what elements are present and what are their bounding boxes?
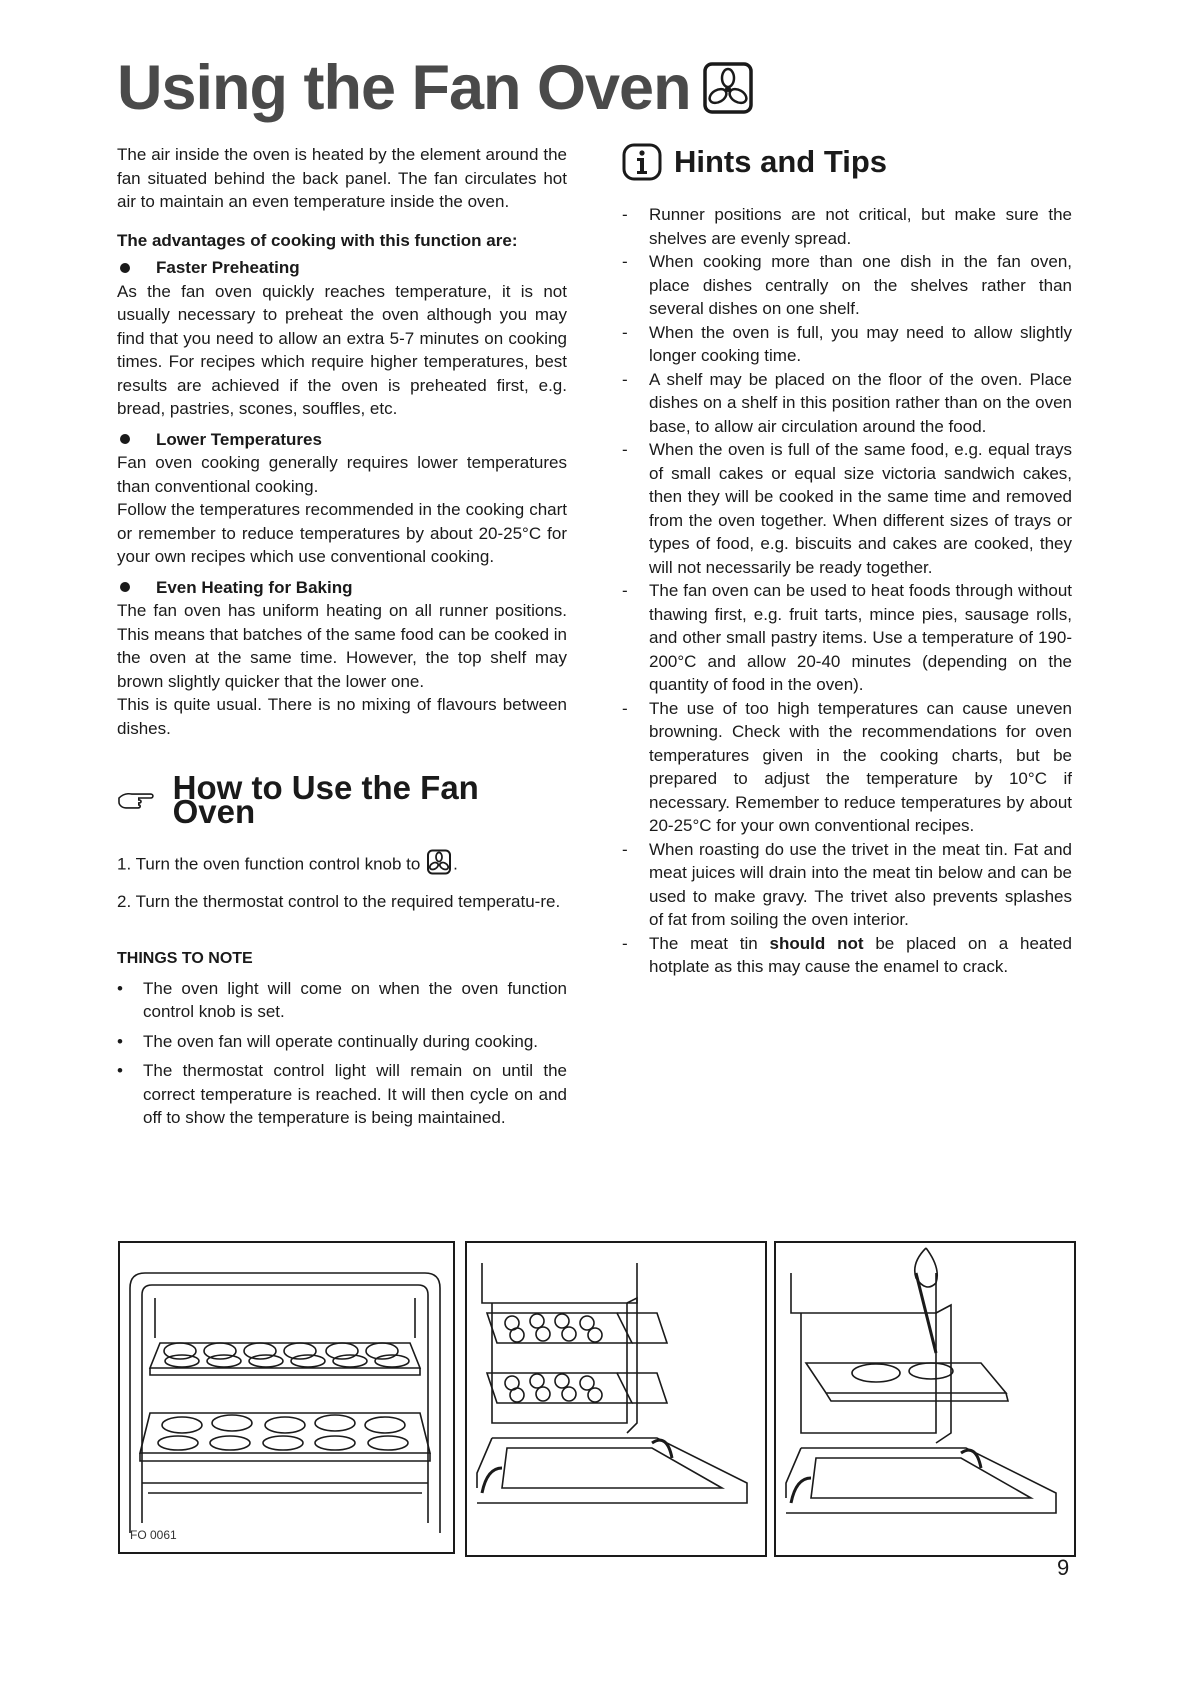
bullet-icon bbox=[120, 263, 130, 273]
advantage-text: As the fan oven quickly reaches temperature, it is not usually necessary to preheat the oven although you may find that you need to allow an extra 5-7 minutes on cooking times. For recipes which require higher temperatures, best results are achieved if the oven is preheated first, e.g. bread, pastries, scones, souffles, etc. bbox=[117, 281, 567, 418]
note-item: • The oven light will come on when the oven function control knob is set. bbox=[117, 978, 567, 1021]
hint-item: - A shelf may be placed on the floor of the oven. Place dishes on a shelf in this position rather than on the oven base, to allow air circulation around the food. bbox=[622, 369, 1072, 436]
lower-tray-biscuits bbox=[158, 1415, 408, 1450]
right-column bbox=[622, 143, 1072, 979]
page-title bbox=[117, 52, 753, 124]
hints-heading bbox=[622, 143, 1072, 181]
roast-meat bbox=[852, 1364, 900, 1382]
step-1-end: . bbox=[453, 854, 458, 874]
bullet-icon bbox=[120, 582, 130, 592]
advantage-title: Faster Preheating bbox=[156, 258, 300, 277]
advantage-lower-temperatures bbox=[117, 428, 567, 569]
advantage-title: Lower Temperatures bbox=[156, 429, 322, 449]
left-column bbox=[117, 143, 567, 1130]
step-1-text: 1. Turn the oven function control knob to bbox=[117, 854, 426, 874]
hint-item: - When the oven is full of the same food, e.g. equal trays of small cakes or equal size victoria sandwich cakes, then they will be cooked in the same time and removed from the oven together. When different sizes of trays or types of food, e.g. biscuits and cakes are cooked, they will not necessarily be ready together. bbox=[622, 440, 1072, 577]
things-to-note-heading: THINGS TO NOTE bbox=[117, 950, 253, 967]
advantage-title: Even Heating for Baking bbox=[156, 577, 353, 597]
advantage-faster-preheating bbox=[117, 256, 567, 421]
hint-item: - The use of too high temperatures can cause uneven browning. Check with the recommendations for oven temperatures given in the cooking charts, but be prepared to adjust the temperature by 10°C if necessary. Remember to reduce temperatures by about 20-25°C for your own conventional recipes. bbox=[622, 698, 1072, 835]
hint-item: - Runner positions are not critical, but make sure the shelves are evenly spread. bbox=[622, 205, 1072, 248]
illustration-baking-trays bbox=[465, 1241, 767, 1557]
info-icon bbox=[622, 143, 662, 181]
upper-tray-cakes bbox=[164, 1343, 409, 1367]
pointing-hand-icon bbox=[117, 788, 157, 812]
hint-item: - When the oven is full, you may need to allow slightly longer cooking time. bbox=[622, 322, 1072, 365]
hint-item: - When roasting do use the trivet in the meat tin. Fat and meat juices will drain into the meat tin below and can be used to make gravy. The trivet also prevents splashes of fat from soiling the oven interior. bbox=[622, 839, 1072, 929]
hint-item: - The fan oven can be used to heat foods through without thawing first, e.g. fruit tarts, mince pies, sausage rolls, and other small pastry items. Use a temperature of 190-200°C and allow 20-40 minutes (depending on the quantity of food in the oven). bbox=[622, 581, 1072, 694]
advantages-heading: The advantages of cooking with this function are: bbox=[117, 230, 518, 250]
step-1 bbox=[117, 849, 567, 882]
hint-item: - The meat tin should not be placed on a heated hotplate as this may cause the enamel to crack. bbox=[622, 933, 1073, 976]
advantage-text: The fan oven has uniform heating on all runner positions. This means that batches of the same food can be cooked in the oven at the same time. However, the top shelf may brown slightly quicker that the lower one. bbox=[117, 601, 567, 691]
meat-tin bbox=[806, 1363, 1006, 1393]
bullet-icon bbox=[120, 434, 130, 444]
advantage-text: Follow the temperatures recommended in the cooking chart or remember to reduce temperatures by about 20-25°C for your own recipes which use conventional cooking. bbox=[117, 500, 567, 566]
hint-item: - When cooking more than one dish in the fan oven, place dishes centrally on the shelves rather than several dishes on one shelf. bbox=[622, 252, 1072, 318]
page-title-text: Using the Fan Oven bbox=[117, 53, 691, 123]
fan-oven-icon bbox=[703, 62, 753, 114]
note-item: • The thermostat control light will remain on until the correct temperature is reached. It will then cycle on and off to show the temperature is being maintained. bbox=[117, 1061, 567, 1127]
illustration-oven-two-shelves bbox=[118, 1241, 455, 1554]
fan-symbol-icon bbox=[426, 849, 452, 882]
step-2: 2. Turn the thermostat control to the required temperatu-re. bbox=[117, 891, 561, 911]
intro-text: The air inside the oven is heated by the element around the fan situated behind the back panel. The fan circulates hot air to maintain an even temperature inside the oven. bbox=[117, 145, 567, 211]
page-number: 9 bbox=[1057, 1555, 1070, 1580]
advantage-text: This is quite usual. There is no mixing of flavours between dishes. bbox=[117, 695, 567, 738]
illustration-meat-tin bbox=[774, 1241, 1076, 1557]
hints-title: Hints and Tips bbox=[674, 144, 888, 180]
advantage-even-heating bbox=[117, 576, 567, 741]
how-to-title: How to Use the Fan Oven bbox=[172, 769, 479, 830]
figure-code: FO 0061 bbox=[130, 1528, 177, 1542]
advantage-text: Fan oven cooking generally requires lower temperatures than conventional cooking. bbox=[117, 453, 567, 496]
note-item: • The oven fan will operate continually during cooking. bbox=[117, 1031, 539, 1051]
how-to-heading bbox=[117, 769, 567, 830]
upper-tray-buns bbox=[505, 1314, 602, 1342]
lower-tray-buns bbox=[505, 1374, 602, 1402]
